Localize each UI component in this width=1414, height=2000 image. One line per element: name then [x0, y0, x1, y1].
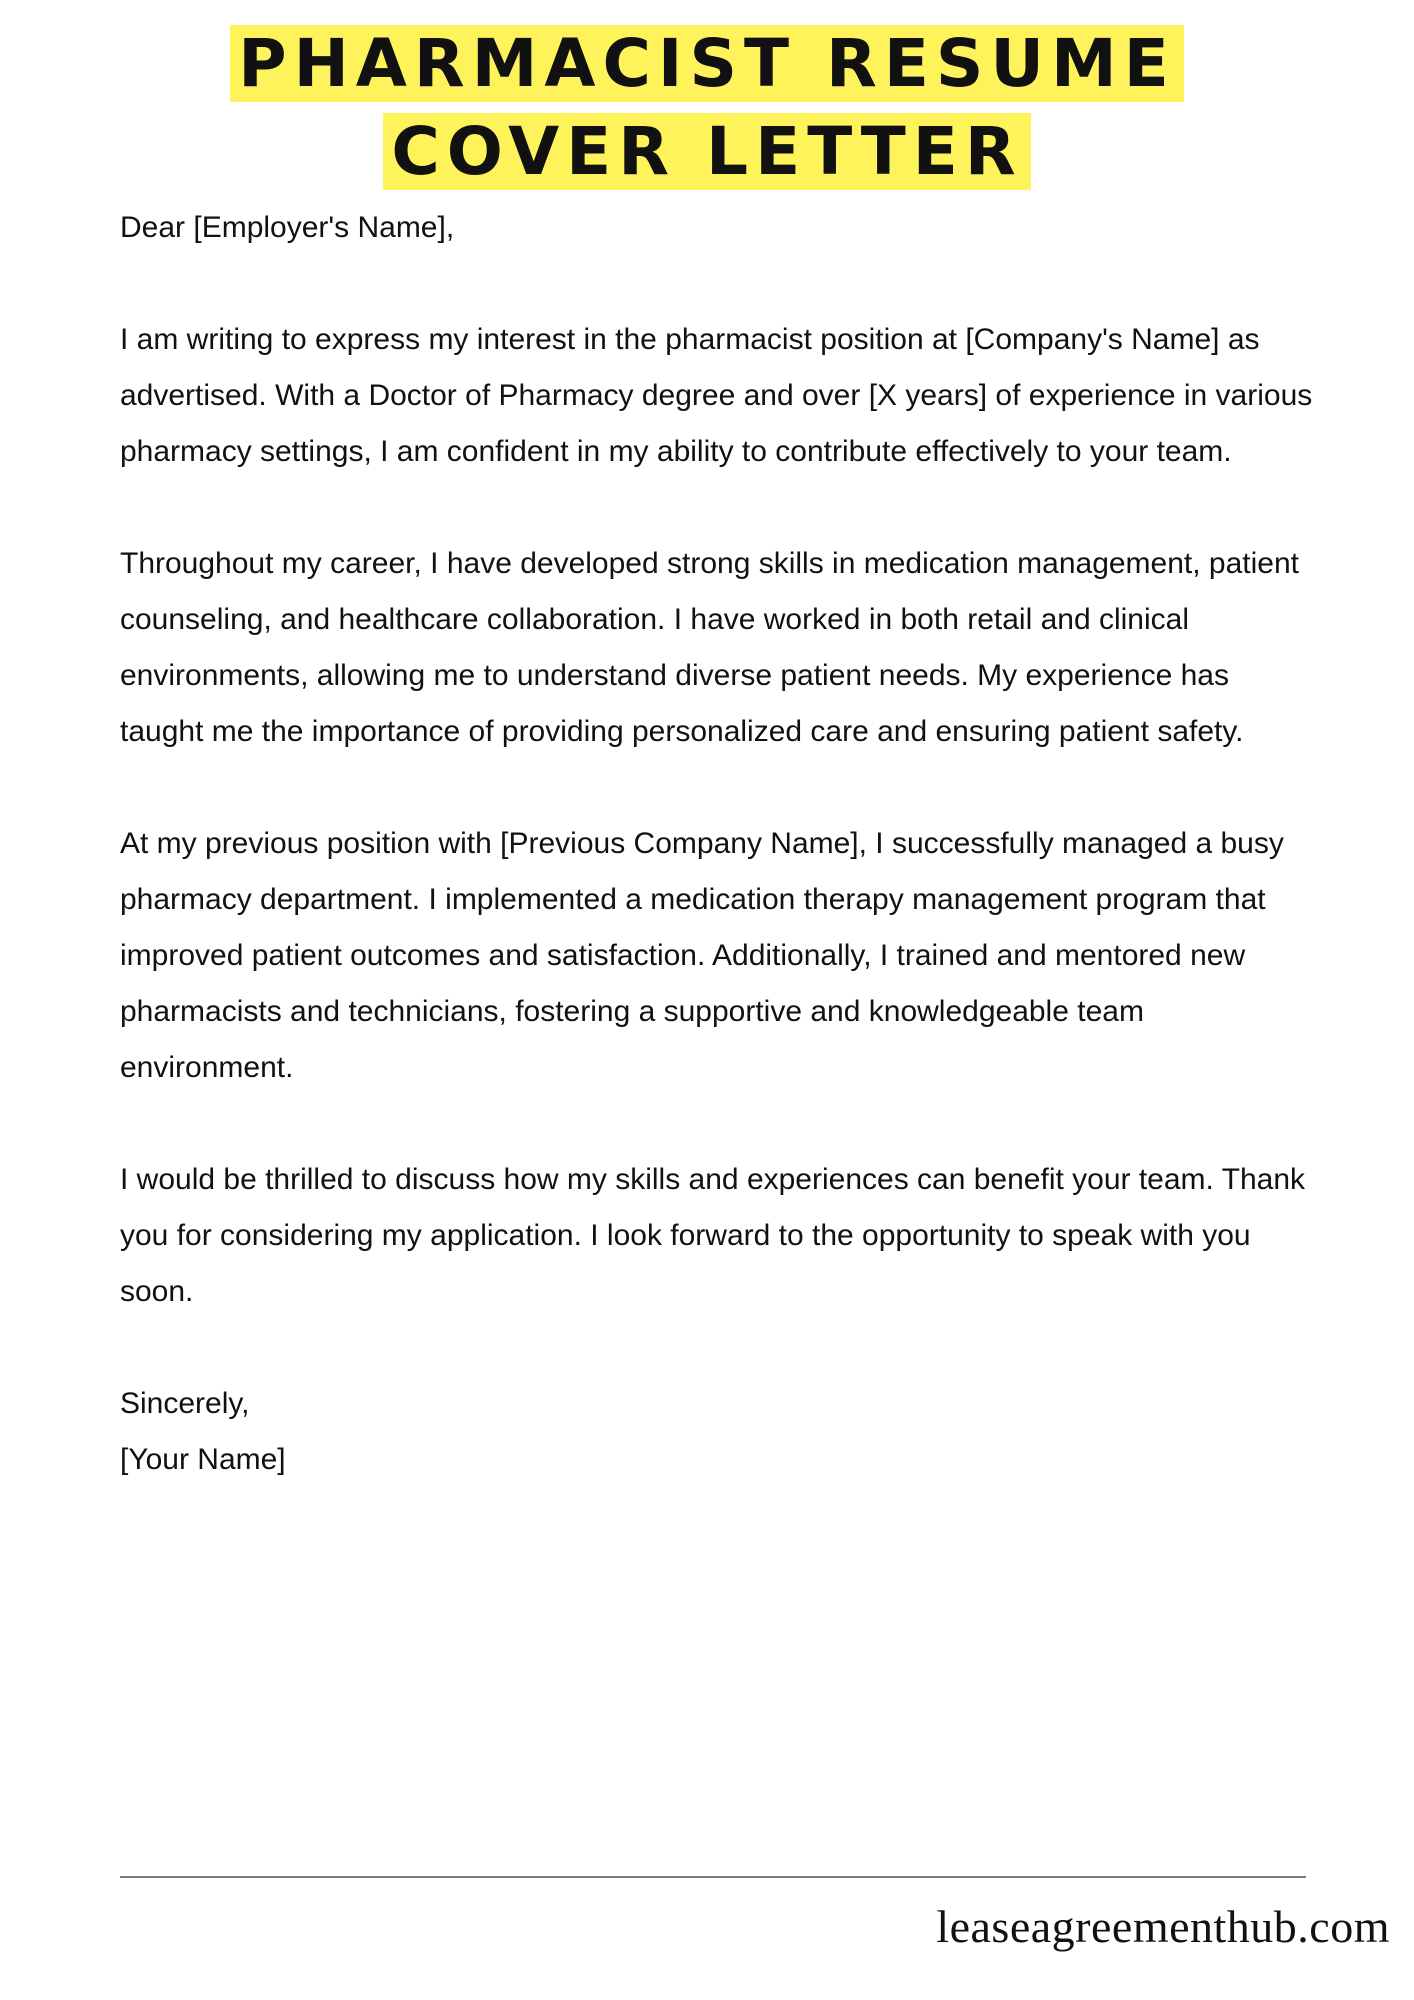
paragraph-4: I would be thrilled to discuss how my skills and experiences can benefit your team. Thank you for considering my application. I look forward to the opportunity to speak with you soon. [120, 1163, 1306, 1308]
paragraph-2: Throughout my career, I have developed strong skills in medication management, patient counseling, and healthcare collaboration. I have worked in both retail and clinical environments, allowing me to understand diverse patient needs. My experience has taught me the importance of providing personalized care and ensuring patient safety. [120, 547, 1299, 748]
footer-divider [120, 1876, 1306, 1878]
salutation: Dear [Employer's Name], [120, 211, 455, 244]
signature: [Your Name] [120, 1443, 286, 1476]
footer-brand: leaseagreementhub.com [936, 1901, 1390, 1952]
page-title: PHARMACIST RESUME COVER LETTER [230, 25, 1184, 190]
paragraph-3: At my previous position with [Previous Company Name], I successfully managed a busy pharmacy department. I implemented a medication therapy management program that improved patient outcomes and satisfaction. Additionally, I trained and mentored new pharmacists and technicians, fostering a supportive and knowledgeable team environment. [120, 827, 1284, 1084]
closing: Sincerely, [120, 1387, 250, 1420]
title-area [0, 20, 1414, 196]
letter-body [120, 200, 1320, 1488]
paragraph-1: I am writing to express my interest in the pharmacist position at [Company's Name] as advertised. With a Doctor of Pharmacy degree and over [X years] of experience in various pharmacy settings, I am confident in my ability to contribute effectively to your team. [120, 323, 1313, 468]
